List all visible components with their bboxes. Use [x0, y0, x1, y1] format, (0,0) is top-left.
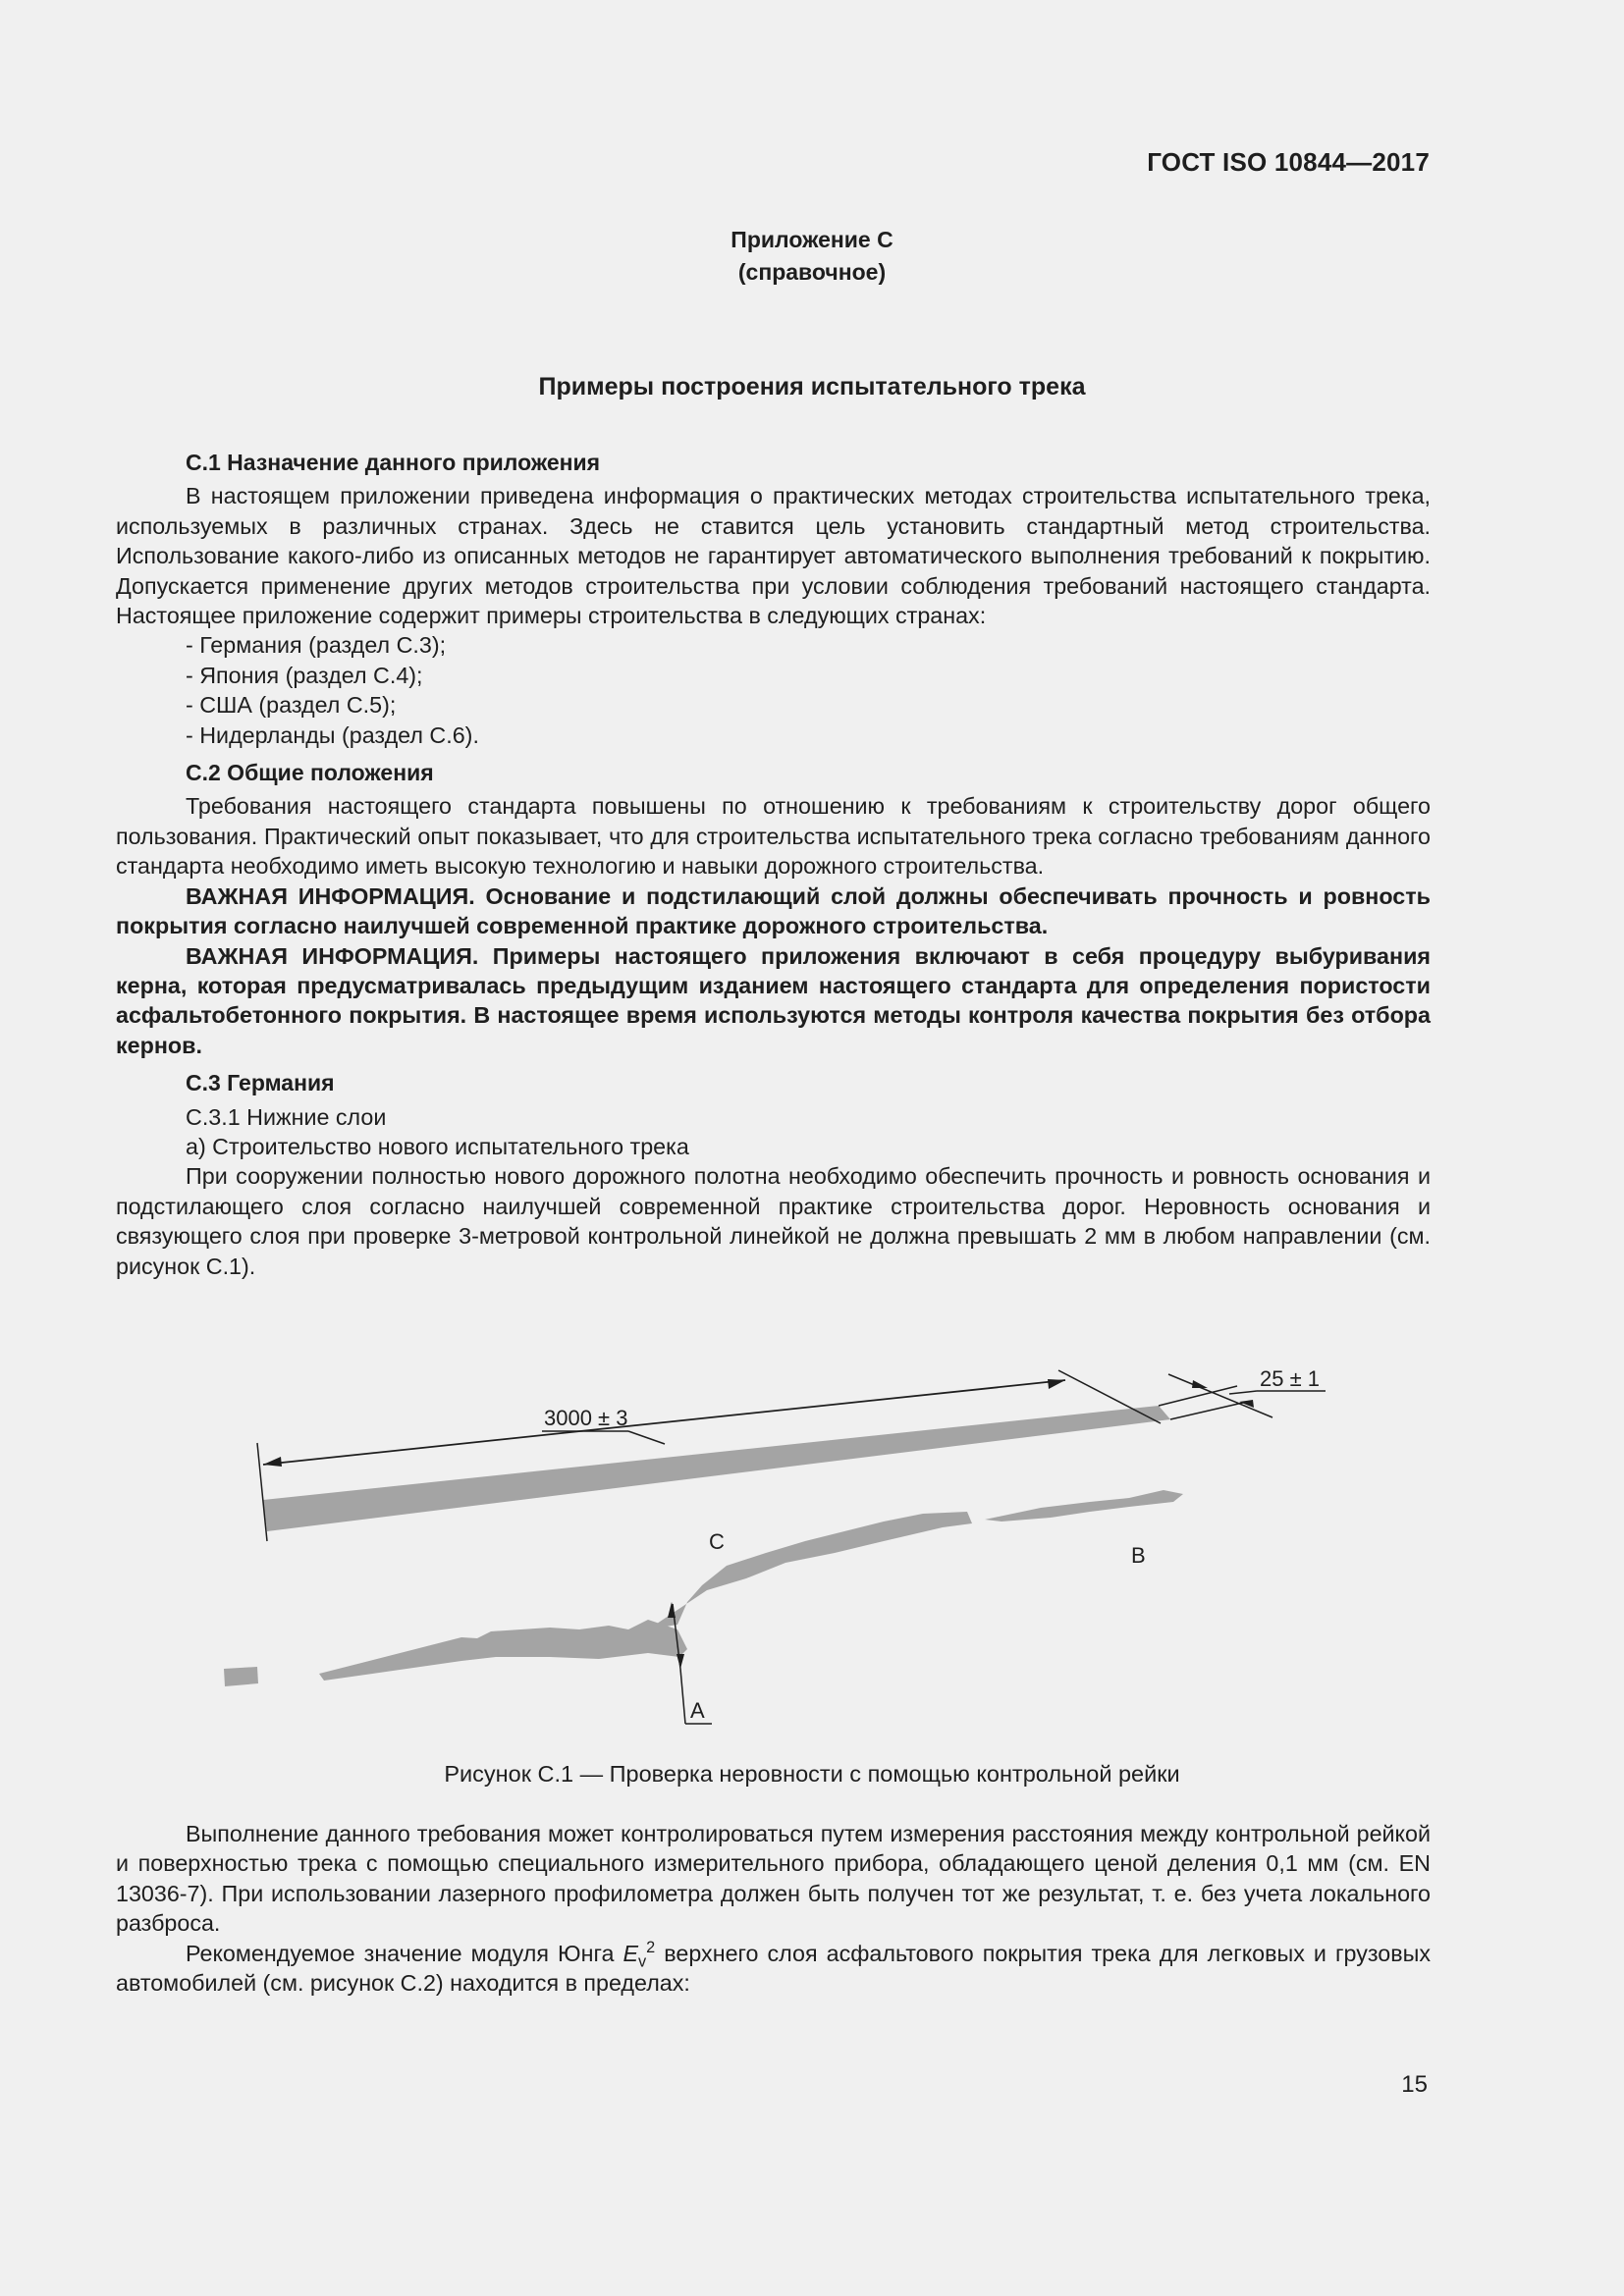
standard-number: ГОСТ ISO 10844—2017 [1147, 147, 1430, 177]
page-number: 15 [1401, 2071, 1428, 2098]
section-c2-heading: С.2 Общие положения [186, 760, 434, 786]
width-extension-line [1159, 1386, 1237, 1406]
length-dimension-line [263, 1380, 1065, 1465]
width-label: 25 ± 1 [1260, 1366, 1321, 1391]
annex-heading [0, 224, 1624, 289]
label-a: A [690, 1698, 705, 1723]
modulus-superscript: 2 [646, 1938, 656, 1956]
leader-line [1229, 1391, 1257, 1394]
arrow-head [1192, 1380, 1208, 1388]
annex-title: Приложение С [731, 227, 893, 252]
figure-c1 [0, 1345, 1624, 1728]
leader-line [628, 1431, 665, 1444]
length-label: 3000 ± 3 [544, 1406, 628, 1430]
list-item: - Германия (раздел С.3); [186, 632, 447, 659]
measurement-paragraph: Выполнение данного требования может контролироваться путем измерения расстояния между контрольной рейкой и поверхностью трека с помощью специального измерительного прибора, обладающего ценой деления 0,1 мм (см. EN 13036-7). При использовании лазерного профилометра должен быть получен тот же результат, т. е. без учета локального разброса. [116, 1821, 1431, 1937]
label-c: C [709, 1529, 725, 1554]
list-item: - Япония (раздел С.4); [186, 662, 423, 688]
list-item: - Нидерланды (раздел С.6). [186, 721, 479, 748]
label-b: B [1131, 1543, 1146, 1568]
arrow-head [677, 1654, 684, 1669]
section-body [116, 448, 1431, 1281]
item-a: а) Строительство нового испытательного трека [186, 1133, 689, 1159]
arrow-head [1048, 1379, 1065, 1389]
section-c1-heading: С.1 Назначение данного приложения [186, 450, 601, 475]
annex-type: (справочное) [737, 259, 887, 285]
subsection-c31: С.3.1 Нижние слои [186, 1103, 387, 1130]
width-extension-line [1170, 1402, 1247, 1419]
modulus-text-end: верхнего слоя асфальтового покрытия трека для легковых и грузовых автомобилей (см. рисунок С.2) находится в пределах: [116, 1940, 1431, 1997]
country-list [116, 630, 1431, 750]
important-note-2: ВАЖНАЯ ИНФОРМАЦИЯ. Примеры настоящего приложения включают в себя процедуру выбуривания керна, которая предусматривалась предыдущим изданием настоящего стандарта для определения пористости асфальтобетонного покрытия. В настоящее время используются методы контроля качества покрытия без отбора кернов. [116, 942, 1431, 1058]
section-c2-paragraph: Требования настоящего стандарта повышены по отношению к требованиям к строительству дорог общего пользования. Практический опыт показывает, что для строительства испытательного трека согласно требованиям данного стандарта необходимо иметь высокую технологию и навыки дорожного строительства. [116, 793, 1431, 880]
modulus-subscript: v [638, 1952, 647, 1971]
arrow-head [668, 1602, 676, 1618]
extension-line [257, 1443, 267, 1541]
important-note-1: ВАЖНАЯ ИНФОРМАЦИЯ. Основание и подстилающий слой должны обеспечивать прочность и ровность покрытия согласно наилучшей современной практике дорожного строительства. [116, 882, 1431, 939]
list-item: - США (раздел С.5); [186, 692, 397, 719]
figure-caption: Рисунок С.1 — Проверка неровности с помощью контрольной рейки [444, 1761, 1180, 1787]
section-body-continued [116, 1819, 1431, 1998]
leader-line [680, 1669, 685, 1724]
modulus-paragraph [116, 1939, 1431, 1999]
width-dimension-line [1168, 1374, 1272, 1417]
section-c3-paragraph: При сооружении полностью нового дорожного полотна необходимо обеспечить прочность и ровность основания и подстилающего слоя согласно наилучшей современной практике строительства дорог. Неровность основания и связующего слоя при проверке 3-метровой контрольной линейкой не должна превышать 2 мм в любом направлении (см. рисунок С.1). [116, 1163, 1431, 1279]
modulus-text-start: Рекомендуемое значение модуля Юнга [186, 1940, 623, 1966]
section-c3-heading: С.3 Германия [186, 1070, 335, 1096]
section-c1-paragraph: В настоящем приложении приведена информация о практических методах строительства испытательного трека, используемых в различных странах. Здесь не ставится цель установить стандартный метод строительства. Использование какого-либо из описанных методов не гарантирует автоматического выполнения требований к покрытию. Допускается применение других методов строительства при условии соблюдения требований настоящего стандарта. Настоящее приложение содержит примеры строительства в следующих странах: [116, 483, 1431, 629]
modulus-symbol: E [623, 1940, 638, 1966]
surface-profile [224, 1490, 1183, 1686]
document-title: Примеры построения испытательного трека [538, 373, 1086, 400]
